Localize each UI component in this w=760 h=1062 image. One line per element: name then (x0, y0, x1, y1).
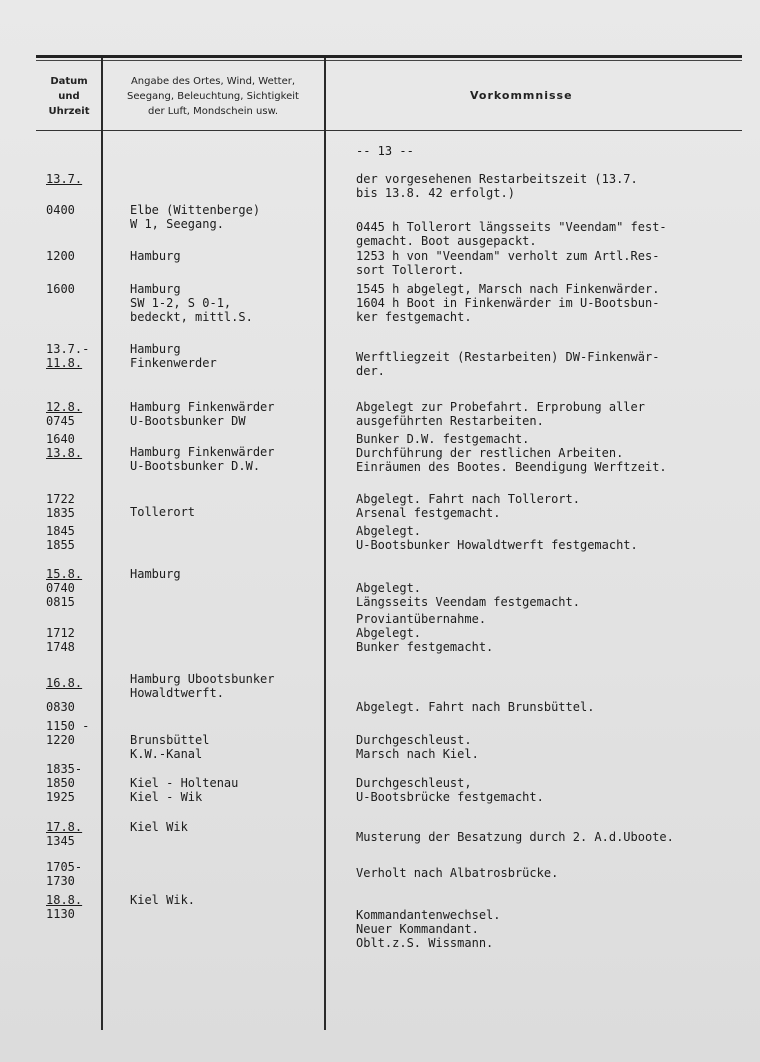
column-divider-place (324, 58, 326, 1030)
entry-date: 0830 (46, 700, 75, 714)
header-date-line: Datum (50, 76, 88, 87)
header-date-line: Uhrzeit (48, 106, 90, 117)
entry-date: 13.7. (46, 172, 83, 186)
entry-place: Brunsbüttel K.W.-Kanal (130, 733, 210, 761)
entry-events: Abgelegt. Fahrt nach Brunsbüttel. (356, 700, 595, 714)
entry-date: 1722 1835 (46, 492, 75, 520)
entry-events: 0445 h Tollerort längsseits "Veendam" fest- gemacht. Boot ausgepackt. (356, 220, 667, 248)
header-date-line: und (58, 91, 80, 102)
entry-date: 1150 - 1220 (46, 719, 90, 747)
entry-place: Hamburg (130, 249, 181, 263)
entry-events: Bunker D.W. festgemacht. Durchführung der restlichen Arbeiten. Einräumen des Bootes. Beendigung Werftzeit. (356, 432, 667, 474)
entry-place: Hamburg SW 1-2, S 0-1, bedeckt, mittl.S. (130, 282, 253, 324)
entry-place: Hamburg Ubootsbunker Howaldtwerft. (130, 672, 275, 700)
entry-events: Durchgeschleust. Marsch nach Kiel. (356, 733, 479, 761)
entry-date: 1712 1748 (46, 626, 75, 654)
entry-events: 1545 h abgelegt, Marsch nach Finkenwärder. 1604 h Boot in Finkenwärder im U-Bootsbun- ker festgemacht. (356, 282, 660, 324)
entry-place: Kiel Wik. (130, 893, 196, 907)
header-place-line: Seegang, Beleuchtung, Sichtigkeit (127, 91, 299, 102)
entry-date: 1835- 1850 1925 (46, 762, 83, 804)
entry-place: Kiel Wik (130, 820, 188, 834)
page-number: -- 13 -- (356, 144, 414, 158)
entry-place: Elbe (Wittenberge) W 1, Seegang. (130, 203, 261, 231)
entry-events: Abgelegt. U-Bootsbunker Howaldtwerft festgemacht. (356, 524, 638, 552)
entry-place: Tollerort (130, 505, 196, 519)
entry-place: Hamburg Finkenwärder U-Bootsbunker DW (130, 400, 275, 428)
entry-date: 18.8. 1130 (46, 893, 83, 921)
entry-date: 1705- 1730 (46, 860, 83, 888)
entry-place: Kiel - Holtenau Kiel - Wik (130, 776, 239, 804)
header-events-column: Vorkommnisse (470, 89, 573, 102)
entry-events: Werftliegzeit (Restarbeiten) DW-Finkenwär- der. (356, 350, 660, 378)
entry-place: Hamburg Finkenwärder U-Bootsbunker D.W. (130, 445, 275, 473)
entry-events: Proviantübernahme. Abgelegt. Bunker festgemacht. (356, 612, 494, 654)
top-rule-thin (36, 60, 742, 61)
header-place-column (104, 74, 322, 119)
entry-date: 12.8. 0745 (46, 400, 83, 428)
entry-date: 15.8. 0740 0815 (46, 567, 83, 609)
entry-place: Hamburg (130, 567, 181, 581)
entry-date: 1200 (46, 249, 75, 263)
entry-events: Kommandantenwechsel. Neuer Kommandant. Oblt.z.S. Wissmann. (356, 908, 501, 950)
entry-date: 0400 (46, 203, 75, 217)
entry-date: 1640 13.8. (46, 432, 83, 460)
entry-events: Verholt nach Albatrosbrücke. (356, 866, 559, 880)
entry-date: 17.8. 1345 (46, 820, 83, 848)
entry-events: 1253 h von "Veendam" verholt zum Artl.Res- sort Tollerort. (356, 249, 660, 277)
entry-date: 1845 1855 (46, 524, 75, 552)
top-rule (36, 55, 742, 58)
entry-events: Musterung der Besatzung durch 2. A.d.Uboote. (356, 830, 674, 844)
entry-place: Hamburg Finkenwerder (130, 342, 217, 370)
entry-date: 1600 (46, 282, 75, 296)
entry-events: der vorgesehenen Restarbeitszeit (13.7. bis 13.8. 42 erfolgt.) (356, 172, 638, 200)
column-divider-date (101, 58, 103, 1030)
entry-events: Abgelegt. Längsseits Veendam festgemacht. (356, 581, 580, 609)
header-rule (36, 130, 742, 131)
header-place-line: Angabe des Ortes, Wind, Wetter, (130, 76, 296, 87)
entry-date: 16.8. (46, 676, 83, 690)
entry-events: Abgelegt. Fahrt nach Tollerort. Arsenal festgemacht. (356, 492, 580, 520)
entry-events: Abgelegt zur Probefahrt. Erprobung aller ausgeführten Restarbeiten. (356, 400, 645, 428)
entry-events: Durchgeschleust, U-Bootsbrücke festgemacht. (356, 776, 544, 804)
header-date-column (38, 74, 100, 119)
entry-date: 13.7.- 11.8. (46, 342, 90, 370)
header-place-line: der Luft, Mondschein usw. (147, 106, 279, 117)
